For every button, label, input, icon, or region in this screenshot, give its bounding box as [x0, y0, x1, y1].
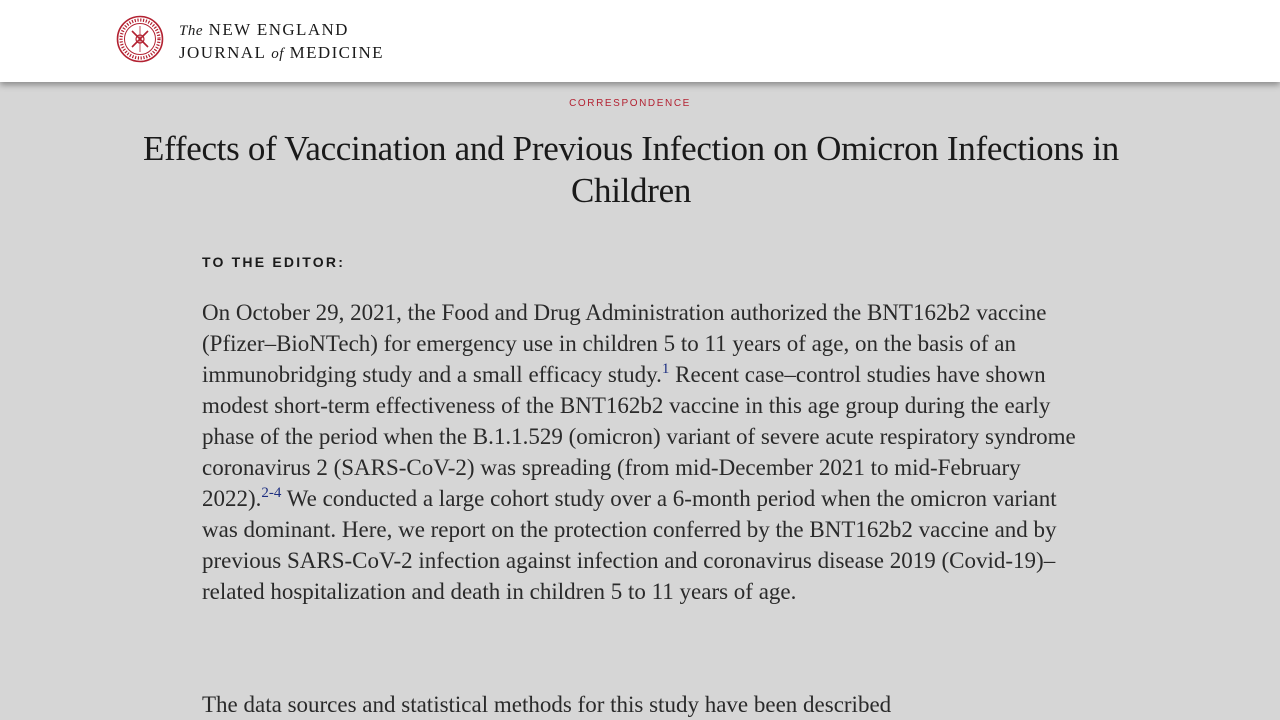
salutation: TO THE EDITOR:: [202, 254, 346, 270]
logo-line-1: The NEW ENGLAND: [179, 20, 349, 39]
article-content: [0, 82, 1280, 720]
reference-link[interactable]: 1: [661, 361, 670, 377]
section-label[interactable]: CORRESPONDENCE: [569, 98, 691, 109]
article-title: Effects of Vaccination and Previous Infection on Omicron Infections in Children: [143, 129, 1119, 210]
reference-link[interactable]: 2-4: [261, 485, 282, 501]
article-paragraph: The data sources and statistical methods for this study have been described: [202, 692, 892, 717]
nejm-logo-wordmark[interactable]: [179, 19, 384, 65]
site-header: [0, 0, 1280, 82]
nejm-seal-icon[interactable]: [116, 15, 164, 63]
article-paragraph: On October 29, 2021, the Food and Drug Administration authorized the BNT162b2 vaccine (Pfizer–BioNTech) for emergency use in children 5 to 11 years of age, on the basis of an immunobridging study and a small efficacy study.$^1$ Recent case–control studies have shown modest short-term effectiveness of the BNT162b2 vaccine in this age group during the early phase of the period when the B.1.1.529 (omicron) variant of severe acute respiratory syndrome coronavirus 2 (SARS-CoV-2) was spreading (from mid-December 2021 to mid-February 2022).$^{2-4}$ We conducted a large cohort study over a 6-month period when the omicron variant was dominant. Here, we report on the protection conferred by the BNT162b2 vaccine and by previous SARS-CoV-2 infection against infection and coronavirus disease 2019 (Covid-19)–related hospitalization and death in children 5 to 11 years of age.: [202, 300, 1076, 604]
logo-line-2: JOURNAL of MEDICINE: [179, 43, 384, 62]
